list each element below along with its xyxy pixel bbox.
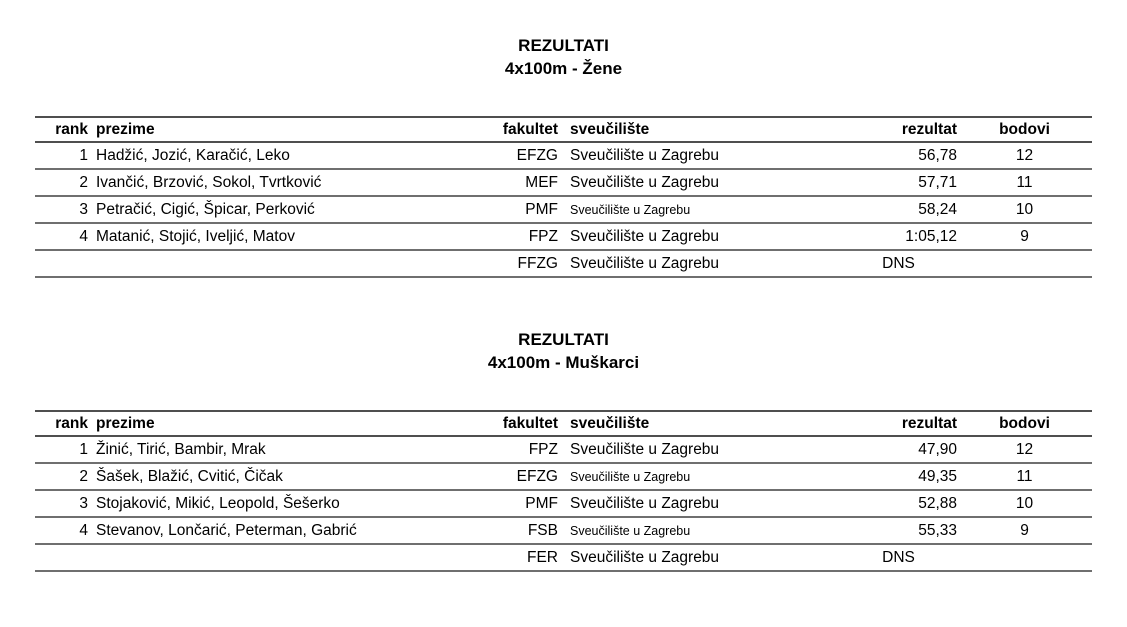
table-row bbox=[35, 169, 1092, 196]
cell-fakultet: EFZG bbox=[460, 463, 558, 490]
cell-bodovi: 9 bbox=[957, 223, 1092, 250]
cell-prezime: Hadžić, Jozić, Karačić, Leko bbox=[88, 142, 460, 169]
table-row bbox=[35, 142, 1092, 169]
page-title: REZULTATI bbox=[518, 36, 609, 55]
cell-rezultat: 49,35 bbox=[858, 463, 957, 490]
cell-rank bbox=[35, 544, 88, 571]
column-header-rezultat: rezultat bbox=[858, 411, 957, 436]
table-row bbox=[35, 544, 1092, 571]
cell-fakultet: MEF bbox=[460, 169, 558, 196]
column-header-prezime: prezime bbox=[88, 411, 460, 436]
cell-prezime: Stojaković, Mikić, Leopold, Šešerko bbox=[88, 490, 460, 517]
cell-rezultat: 1:05,12 bbox=[858, 223, 957, 250]
cell-sveuciliste: Sveučilište u Zagrebu bbox=[558, 142, 858, 169]
section-men bbox=[35, 328, 1092, 572]
table-row bbox=[35, 250, 1092, 277]
cell-rezultat: 47,90 bbox=[858, 436, 957, 463]
column-header-sveuciliste: sveučilište bbox=[558, 411, 858, 436]
cell-rank: 1 bbox=[35, 142, 88, 169]
cell-fakultet: EFZG bbox=[460, 142, 558, 169]
table-header-row bbox=[35, 411, 1092, 436]
cell-rezultat: 58,24 bbox=[858, 196, 957, 223]
cell-rank bbox=[35, 250, 88, 277]
cell-sveuciliste: Sveučilište u Zagrebu bbox=[558, 490, 858, 517]
column-header-rank: rank bbox=[35, 117, 88, 142]
table-header-row bbox=[35, 117, 1092, 142]
cell-bodovi: 10 bbox=[957, 196, 1092, 223]
cell-sveuciliste: Sveučilište u Zagrebu bbox=[558, 250, 858, 277]
cell-rank: 2 bbox=[35, 463, 88, 490]
cell-rezultat: DNS bbox=[858, 544, 957, 571]
cell-fakultet: PMF bbox=[460, 490, 558, 517]
cell-rezultat: DNS bbox=[858, 250, 957, 277]
column-header-fakultet: fakultet bbox=[460, 117, 558, 142]
column-header-prezime: prezime bbox=[88, 117, 460, 142]
cell-sveuciliste: Sveučilište u Zagrebu bbox=[558, 544, 858, 571]
cell-prezime: Matanić, Stojić, Iveljić, Matov bbox=[88, 223, 460, 250]
cell-fakultet: FER bbox=[460, 544, 558, 571]
column-header-sveuciliste: sveučilište bbox=[558, 117, 858, 142]
cell-fakultet: PMF bbox=[460, 196, 558, 223]
cell-sveuciliste: Sveučilište u Zagrebu bbox=[558, 223, 858, 250]
column-header-bodovi: bodovi bbox=[957, 411, 1092, 436]
column-header-rezultat: rezultat bbox=[858, 117, 957, 142]
cell-rank: 3 bbox=[35, 490, 88, 517]
section-women bbox=[35, 34, 1092, 278]
cell-fakultet: FPZ bbox=[460, 436, 558, 463]
cell-rank: 1 bbox=[35, 436, 88, 463]
table-row bbox=[35, 196, 1092, 223]
cell-fakultet: FPZ bbox=[460, 223, 558, 250]
cell-rank: 2 bbox=[35, 169, 88, 196]
results-table-women bbox=[35, 116, 1092, 278]
title-block-women bbox=[35, 34, 1092, 80]
cell-rezultat: 55,33 bbox=[858, 517, 957, 544]
cell-bodovi: 12 bbox=[957, 436, 1092, 463]
page-title: REZULTATI bbox=[518, 330, 609, 349]
table-row bbox=[35, 517, 1092, 544]
table-row bbox=[35, 463, 1092, 490]
cell-rank: 4 bbox=[35, 517, 88, 544]
cell-prezime bbox=[88, 250, 460, 277]
table-row bbox=[35, 490, 1092, 517]
cell-sveuciliste: Sveučilište u Zagrebu bbox=[558, 517, 858, 544]
cell-bodovi: 12 bbox=[957, 142, 1092, 169]
cell-sveuciliste: Sveučilište u Zagrebu bbox=[558, 169, 858, 196]
column-header-rank: rank bbox=[35, 411, 88, 436]
cell-bodovi: 11 bbox=[957, 169, 1092, 196]
table-row bbox=[35, 436, 1092, 463]
cell-sveuciliste: Sveučilište u Zagrebu bbox=[558, 436, 858, 463]
cell-prezime: Ivančić, Brzović, Sokol, Tvrtković bbox=[88, 169, 460, 196]
results-table-men bbox=[35, 410, 1092, 572]
cell-rezultat: 52,88 bbox=[858, 490, 957, 517]
cell-bodovi: 11 bbox=[957, 463, 1092, 490]
cell-bodovi: 10 bbox=[957, 490, 1092, 517]
cell-prezime: Stevanov, Lončarić, Peterman, Gabrić bbox=[88, 517, 460, 544]
event-subtitle: 4x100m - Žene bbox=[504, 59, 623, 78]
cell-prezime bbox=[88, 544, 460, 571]
cell-fakultet: FSB bbox=[460, 517, 558, 544]
cell-rezultat: 56,78 bbox=[858, 142, 957, 169]
cell-bodovi: 9 bbox=[957, 517, 1092, 544]
column-header-bodovi: bodovi bbox=[957, 117, 1092, 142]
cell-rezultat: 57,71 bbox=[858, 169, 957, 196]
cell-sveuciliste: Sveučilište u Zagrebu bbox=[558, 463, 858, 490]
cell-prezime: Šašek, Blažić, Cvitić, Čičak bbox=[88, 463, 460, 490]
cell-prezime: Žinić, Tirić, Bambir, Mrak bbox=[88, 436, 460, 463]
title-block-men bbox=[35, 328, 1092, 374]
column-header-fakultet: fakultet bbox=[460, 411, 558, 436]
table-row bbox=[35, 223, 1092, 250]
cell-bodovi bbox=[957, 250, 1092, 277]
cell-sveuciliste: Sveučilište u Zagrebu bbox=[558, 196, 858, 223]
cell-bodovi bbox=[957, 544, 1092, 571]
cell-rank: 4 bbox=[35, 223, 88, 250]
cell-rank: 3 bbox=[35, 196, 88, 223]
event-subtitle: 4x100m - Muškarci bbox=[487, 353, 640, 372]
cell-prezime: Petračić, Cigić, Špicar, Perković bbox=[88, 196, 460, 223]
cell-fakultet: FFZG bbox=[460, 250, 558, 277]
